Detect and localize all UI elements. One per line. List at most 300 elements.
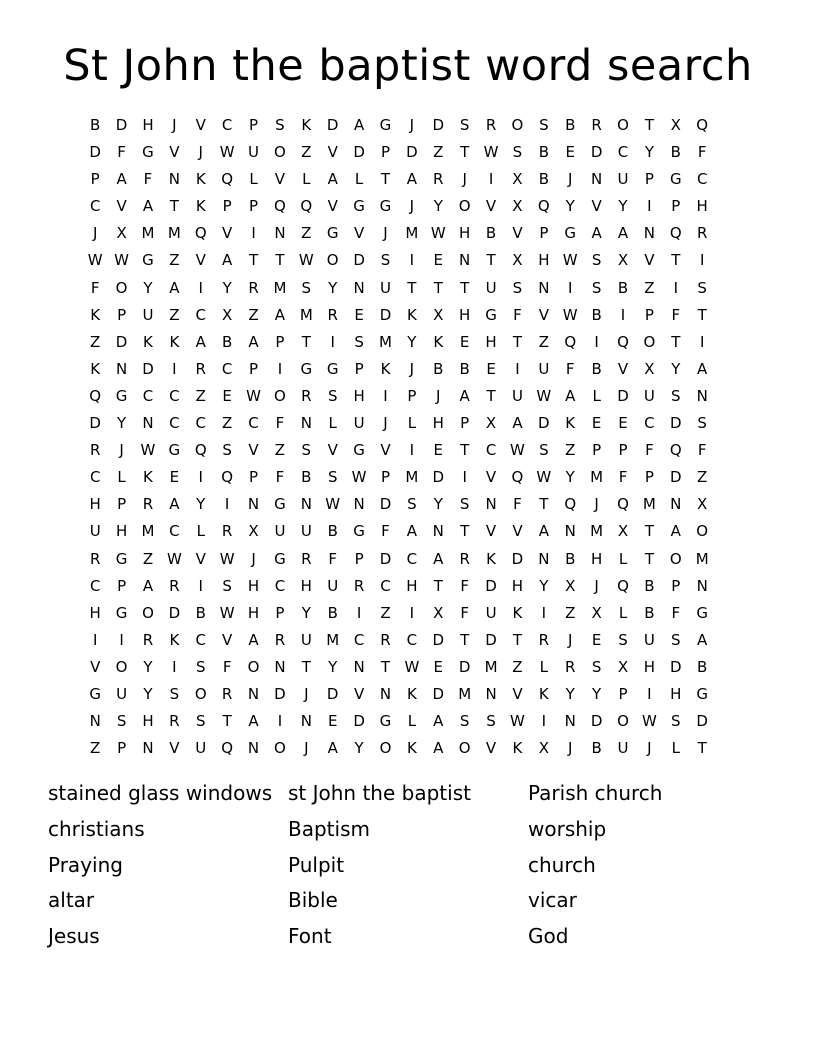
- grid-letter: F: [513, 495, 522, 514]
- grid-letter: U: [380, 278, 391, 297]
- grid-letter: J: [594, 576, 599, 595]
- grid-letter: Y: [196, 495, 206, 514]
- grid-letter: W: [430, 224, 446, 243]
- grid-letter: B: [485, 224, 497, 243]
- grid-letter: Z: [169, 305, 180, 324]
- grid-letter: G: [669, 170, 682, 189]
- grid-letter: V: [90, 657, 101, 676]
- grid-letter: P: [249, 116, 259, 134]
- grid-letter: F: [143, 170, 153, 189]
- grid-letter: K: [90, 359, 101, 378]
- grid-letter: A: [195, 332, 206, 351]
- word-list-item: christians: [48, 816, 145, 841]
- grid-letter: R: [169, 712, 180, 731]
- grid-letter: C: [221, 359, 233, 378]
- grid-letter: S: [486, 712, 496, 731]
- grid-letter: C: [169, 386, 180, 405]
- grid-letter: B: [538, 170, 549, 189]
- grid-letter: V: [591, 197, 602, 216]
- grid-letter: K: [486, 549, 496, 568]
- grid-row: [82, 600, 715, 627]
- grid-letter: O: [511, 116, 524, 134]
- grid-letter: Q: [564, 332, 577, 351]
- grid-letter: I: [541, 603, 547, 622]
- grid-letter: V: [617, 359, 629, 378]
- grid-letter: N: [274, 224, 286, 243]
- grid-letter: N: [538, 278, 550, 297]
- grid-letter: E: [222, 386, 232, 405]
- grid-letter: J: [436, 386, 441, 405]
- grid-letter: I: [647, 197, 652, 216]
- grid-letter: R: [485, 116, 497, 134]
- grid-letter: I: [172, 657, 177, 676]
- grid-letter: G: [326, 359, 339, 378]
- grid-letter: V: [327, 441, 338, 460]
- grid-letter: D: [432, 468, 445, 487]
- grid-letter: O: [617, 712, 629, 731]
- grid-letter: T: [644, 116, 654, 134]
- grid-letter: W: [483, 143, 499, 162]
- grid-letter: H: [89, 495, 101, 514]
- grid-letter: D: [432, 684, 445, 703]
- grid-row: [82, 627, 715, 654]
- grid-letter: X: [512, 197, 523, 216]
- grid-letter: B: [195, 603, 206, 622]
- grid-letter: U: [116, 684, 128, 703]
- grid-letter: N: [300, 495, 312, 514]
- grid-letter: W: [140, 441, 156, 460]
- grid-letter: T: [407, 278, 417, 297]
- grid-letter: N: [459, 251, 471, 270]
- grid-letter: C: [353, 630, 365, 649]
- grid-letter: K: [380, 359, 391, 378]
- grid-letter: L: [354, 170, 364, 189]
- grid-letter: T: [433, 278, 443, 297]
- grid-letter: W: [246, 386, 261, 405]
- grid-letter: T: [671, 332, 681, 351]
- grid-letter: B: [433, 359, 444, 378]
- grid-letter: Z: [697, 468, 708, 487]
- grid-letter: U: [89, 522, 101, 541]
- grid-letter: V: [195, 251, 206, 270]
- grid-letter: Z: [301, 143, 312, 162]
- grid-letter: A: [222, 251, 233, 270]
- grid-letter: U: [353, 414, 365, 433]
- grid-letter: Q: [221, 468, 234, 487]
- grid-letter: P: [249, 197, 259, 216]
- grid-letter: G: [300, 359, 313, 378]
- grid-letter: R: [301, 549, 312, 568]
- grid-letter: G: [379, 712, 392, 731]
- grid-letter: Z: [169, 251, 180, 270]
- grid-letter: I: [409, 603, 415, 622]
- grid-letter: A: [406, 522, 418, 541]
- grid-letter: Y: [117, 414, 127, 433]
- grid-letter: G: [696, 603, 708, 622]
- grid-letter: W: [166, 549, 182, 568]
- grid-letter: P: [644, 305, 654, 324]
- grid-letter: B: [591, 739, 602, 758]
- grid-letter: J: [251, 549, 256, 568]
- grid-letter: Y: [618, 197, 628, 216]
- grid-letter: Z: [565, 603, 576, 622]
- grid-letter: V: [169, 143, 180, 162]
- grid-letter: N: [591, 170, 603, 189]
- grid-letter: I: [172, 359, 177, 378]
- grid-letter: T: [512, 332, 523, 351]
- grid-row: [82, 383, 715, 410]
- grid-letter: I: [409, 251, 415, 270]
- grid-letter: X: [485, 414, 497, 433]
- word-list-item: worship: [528, 816, 607, 841]
- grid-letter: L: [618, 549, 628, 568]
- grid-letter: F: [460, 576, 469, 595]
- grid-row: [82, 356, 715, 383]
- grid-letter: L: [407, 712, 417, 731]
- grid-letter: S: [222, 576, 232, 595]
- grid-letter: B: [617, 278, 629, 297]
- grid-letter: I: [277, 359, 283, 378]
- grid-letter: I: [198, 278, 203, 297]
- grid-letter: W: [87, 251, 103, 270]
- grid-letter: G: [115, 549, 128, 568]
- grid-letter: V: [195, 116, 206, 134]
- grid-row: [82, 275, 715, 302]
- grid-letter: G: [696, 684, 708, 703]
- grid-letter: P: [90, 170, 100, 189]
- grid-letter: C: [169, 522, 180, 541]
- grid-letter: A: [670, 522, 681, 541]
- grid-letter: N: [274, 657, 286, 676]
- grid-letter: M: [326, 630, 340, 649]
- grid-letter: W: [536, 386, 552, 405]
- grid-letter: Z: [222, 414, 233, 433]
- word-list: [48, 778, 768, 957]
- grid-letter: T: [460, 441, 470, 460]
- grid-letter: H: [643, 657, 656, 676]
- grid-letter: X: [617, 657, 629, 676]
- page-title: St John the baptist word search: [63, 41, 753, 91]
- grid-letter: M: [379, 332, 392, 351]
- grid-letter: A: [512, 414, 523, 433]
- grid-letter: W: [562, 251, 578, 270]
- grid-letter: M: [642, 495, 656, 514]
- grid-letter: J: [383, 414, 388, 433]
- grid-letter: Q: [669, 224, 682, 243]
- grid-letter: D: [379, 495, 392, 514]
- grid-letter: G: [353, 522, 365, 541]
- grid-letter: W: [510, 712, 525, 731]
- grid-letter: C: [89, 468, 101, 487]
- grid-letter: D: [89, 414, 101, 433]
- grid-letter: V: [485, 522, 497, 541]
- grid-letter: W: [404, 657, 420, 676]
- grid-letter: P: [644, 170, 654, 189]
- grid-letter: N: [538, 549, 550, 568]
- grid-letter: B: [644, 603, 655, 622]
- grid-letter: B: [591, 305, 602, 324]
- grid-letter: N: [432, 522, 444, 541]
- grid-letter: S: [301, 278, 312, 297]
- grid-letter: A: [697, 630, 708, 649]
- grid-letter: K: [406, 684, 417, 703]
- grid-letter: S: [116, 712, 127, 731]
- grid-letter: B: [327, 522, 338, 541]
- grid-letter: U: [300, 522, 312, 541]
- grid-letter: X: [433, 305, 444, 324]
- grid-letter: S: [512, 143, 523, 162]
- grid-letter: H: [538, 251, 550, 270]
- grid-letter: M: [141, 224, 155, 243]
- grid-letter: Y: [143, 278, 153, 297]
- grid-letter: C: [142, 386, 154, 405]
- grid-letter: I: [568, 278, 573, 297]
- grid-letter: K: [90, 305, 101, 324]
- grid-letter: F: [275, 468, 285, 487]
- grid-letter: F: [697, 143, 707, 162]
- grid-letter: H: [406, 576, 418, 595]
- grid-letter: V: [644, 251, 655, 270]
- grid-letter: X: [512, 251, 523, 270]
- grid-letter: T: [539, 495, 549, 514]
- grid-letter: K: [512, 739, 523, 758]
- grid-letter: N: [564, 712, 576, 731]
- grid-letter: A: [142, 197, 154, 216]
- grid-letter: O: [643, 332, 656, 351]
- grid-letter: I: [277, 712, 283, 731]
- grid-letter: G: [379, 116, 392, 134]
- grid-letter: B: [565, 116, 576, 134]
- grid-letter: H: [142, 712, 154, 731]
- grid-letter: J: [409, 116, 415, 134]
- grid-letter: U: [248, 143, 260, 162]
- grid-letter: A: [142, 576, 154, 595]
- grid-letter: Q: [696, 116, 709, 134]
- grid-letter: R: [221, 522, 233, 541]
- grid-letter: A: [459, 386, 470, 405]
- grid-letter: N: [300, 414, 312, 433]
- grid-letter: R: [248, 278, 259, 297]
- grid-letter: C: [644, 414, 655, 433]
- grid-letter: L: [196, 522, 205, 541]
- grid-letter: J: [304, 684, 309, 703]
- grid-letter: M: [590, 468, 604, 487]
- grid-letter: H: [300, 576, 312, 595]
- grid-letter: G: [168, 441, 181, 460]
- grid-letter: U: [511, 386, 523, 405]
- grid-letter: T: [169, 197, 179, 216]
- grid-letter: I: [462, 468, 467, 487]
- grid-letter: V: [116, 197, 127, 216]
- grid-letter: S: [327, 386, 338, 405]
- grid-letter: O: [696, 522, 709, 541]
- grid-letter: I: [356, 603, 362, 622]
- grid-letter: R: [195, 359, 206, 378]
- grid-letter: A: [327, 170, 338, 189]
- grid-letter: A: [433, 739, 444, 758]
- grid-letter: I: [330, 332, 335, 351]
- grid-letter: R: [380, 630, 391, 649]
- grid-letter: N: [353, 657, 365, 676]
- grid-letter: X: [538, 739, 549, 758]
- grid-letter: P: [275, 603, 285, 622]
- grid-letter: F: [275, 414, 285, 433]
- grid-row: [82, 112, 715, 139]
- grid-letter: O: [458, 739, 471, 758]
- grid-letter: S: [275, 116, 285, 134]
- grid-letter: G: [326, 224, 339, 243]
- grid-row: [82, 681, 715, 708]
- grid-letter: T: [486, 386, 496, 405]
- grid-letter: J: [119, 441, 124, 460]
- grid-letter: Q: [617, 576, 629, 595]
- grid-letter: A: [591, 224, 602, 243]
- grid-letter: B: [697, 657, 708, 676]
- grid-letter: N: [300, 712, 312, 731]
- grid-letter: F: [90, 278, 100, 297]
- grid-letter: Y: [433, 495, 443, 514]
- grid-letter: E: [327, 712, 338, 731]
- grid-letter: K: [406, 305, 417, 324]
- grid-letter: T: [460, 278, 470, 297]
- grid-letter: U: [643, 630, 655, 649]
- grid-letter: N: [247, 739, 260, 758]
- grid-letter: K: [143, 468, 153, 487]
- grid-letter: A: [248, 630, 259, 649]
- grid-letter: W: [325, 495, 341, 514]
- grid-letter: D: [326, 684, 339, 703]
- grid-letter: F: [671, 603, 681, 622]
- grid-letter: D: [617, 386, 629, 405]
- grid-letter: P: [592, 441, 602, 460]
- grid-row: [82, 329, 715, 356]
- grid-letter: X: [697, 495, 708, 514]
- grid-letter: C: [89, 576, 101, 595]
- word-list-item: church: [528, 852, 596, 877]
- grid-letter: X: [512, 170, 523, 189]
- grid-letter: J: [172, 116, 177, 134]
- grid-letter: G: [142, 143, 154, 162]
- grid-letter: D: [590, 712, 603, 731]
- grid-letter: R: [89, 549, 101, 568]
- grid-letter: Y: [565, 197, 575, 216]
- letter-grid: [82, 112, 715, 762]
- grid-letter: M: [167, 224, 181, 243]
- grid-letter: N: [142, 414, 154, 433]
- grid-letter: P: [354, 549, 364, 568]
- grid-letter: T: [697, 739, 707, 758]
- grid-letter: L: [539, 657, 549, 676]
- grid-letter: K: [433, 332, 444, 351]
- grid-letter: R: [142, 630, 154, 649]
- grid-letter: J: [568, 739, 573, 758]
- grid-letter: F: [381, 522, 390, 541]
- grid-letter: Q: [221, 739, 234, 758]
- grid-letter: I: [383, 386, 388, 405]
- grid-letter: W: [562, 305, 578, 324]
- grid-letter: V: [327, 143, 338, 162]
- grid-letter: C: [195, 305, 206, 324]
- grid-letter: H: [459, 224, 471, 243]
- grid-letter: S: [539, 116, 549, 134]
- grid-letter: L: [117, 468, 126, 487]
- grid-letter: N: [485, 684, 497, 703]
- grid-letter: G: [485, 305, 497, 324]
- grid-letter: T: [644, 522, 654, 541]
- grid-letter: P: [275, 332, 285, 351]
- grid-letter: W: [351, 468, 367, 487]
- grid-letter: H: [247, 576, 260, 595]
- grid-letter: T: [512, 630, 523, 649]
- grid-letter: C: [195, 414, 206, 433]
- grid-letter: N: [115, 359, 128, 378]
- grid-letter: C: [169, 414, 180, 433]
- grid-letter: E: [618, 414, 628, 433]
- grid-letter: K: [538, 684, 549, 703]
- grid-letter: P: [407, 386, 417, 405]
- grid-row: [82, 166, 715, 193]
- grid-letter: Z: [644, 278, 655, 297]
- grid-letter: I: [515, 359, 520, 378]
- grid-letter: M: [405, 224, 419, 243]
- grid-letter: H: [590, 549, 603, 568]
- grid-letter: F: [565, 359, 575, 378]
- grid-letter: S: [407, 495, 417, 514]
- grid-letter: W: [219, 143, 235, 162]
- grid-letter: U: [643, 386, 655, 405]
- grid-letter: O: [617, 116, 629, 134]
- grid-letter: E: [565, 143, 575, 162]
- grid-letter: H: [115, 522, 128, 541]
- grid-letter: A: [169, 495, 180, 514]
- grid-row: [82, 220, 715, 247]
- grid-letter: G: [379, 197, 392, 216]
- grid-letter: Q: [300, 197, 313, 216]
- grid-letter: J: [647, 739, 652, 758]
- grid-letter: S: [591, 278, 602, 297]
- grid-letter: P: [618, 441, 628, 460]
- grid-letter: N: [353, 495, 365, 514]
- grid-letter: T: [301, 657, 311, 676]
- grid-letter: N: [670, 495, 682, 514]
- grid-letter: Z: [538, 332, 549, 351]
- grid-letter: D: [379, 549, 392, 568]
- grid-letter: V: [327, 197, 338, 216]
- grid-letter: X: [644, 359, 655, 378]
- grid-letter: J: [409, 197, 415, 216]
- grid-letter: A: [116, 170, 127, 189]
- grid-row: [82, 491, 715, 518]
- grid-letter: V: [169, 739, 180, 758]
- grid-letter: U: [195, 739, 207, 758]
- grid-letter: U: [617, 170, 629, 189]
- grid-letter: N: [564, 522, 576, 541]
- grid-letter: I: [594, 332, 599, 351]
- grid-letter: K: [406, 739, 417, 758]
- word-list-item: st John the baptist: [288, 781, 471, 805]
- grid-letter: D: [670, 468, 682, 487]
- grid-letter: J: [304, 739, 309, 758]
- grid-letter: Z: [565, 441, 576, 460]
- grid-letter: R: [169, 576, 180, 595]
- grid-letter: F: [513, 305, 522, 324]
- grid-letter: J: [568, 630, 573, 649]
- grid-letter: J: [594, 495, 599, 514]
- grid-letter: H: [696, 197, 708, 216]
- grid-letter: Y: [301, 603, 311, 622]
- grid-letter: P: [249, 468, 259, 487]
- grid-letter: S: [618, 630, 628, 649]
